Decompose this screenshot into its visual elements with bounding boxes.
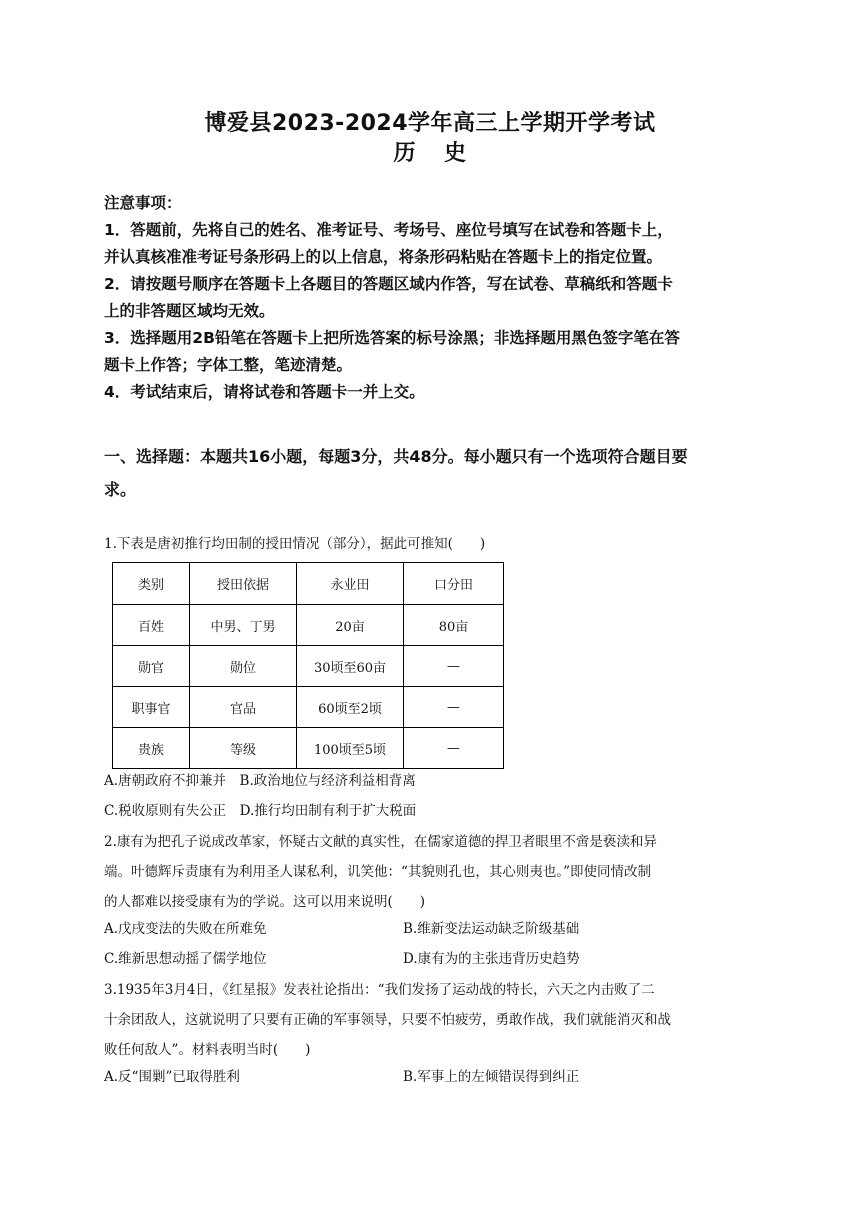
subject-char-2: 史 [444, 141, 467, 166]
table-cell: 20亩 [297, 605, 404, 646]
question-3-line: 3.1935年3月4日，《红星报》发表社论指出：“我们发扬了运动战的特长，六天之内击败了二 [104, 982, 655, 998]
notes-line: 4．考试结束后，请将试卷和答题卡一并上交。 [104, 383, 425, 401]
question-1-stem: 1.下表是唐初推行均田制的授田情况（部分），据此可推知( ) [104, 536, 486, 552]
table-header-row [113, 563, 504, 605]
question-2-option-a: A.戊戌变法的失败在所难免 [104, 921, 267, 937]
subject-title [0, 136, 860, 167]
table-header-cell: 口分田 [404, 563, 504, 605]
notes-line: 2．请按题号顺序在答题卡上各题目的答题区域内作答，写在试卷、草稿纸和答题卡 [104, 275, 673, 293]
question-2-line: 的人都难以接受康有为的学说。这可以用来说明( ) [104, 894, 426, 910]
notes-line: 3．选择题用2B铅笔在答题卡上把所选答案的标号涂黑；非选择题用黑色签字笔在答 [104, 329, 680, 347]
table-cell: 勋位 [190, 646, 297, 687]
question-2-option-b: B.维新变法运动缺乏阶级基础 [403, 921, 580, 937]
table-header-cell: 永业田 [297, 563, 404, 605]
table-cell: 100顷至5顷 [297, 728, 404, 769]
table-header-cell: 授田依据 [190, 563, 297, 605]
table-cell: 等级 [190, 728, 297, 769]
question-1-options-ab: A.唐朝政府不抑兼并 B.政治地位与经济利益相背离 [104, 773, 416, 789]
land-grant-table [112, 562, 504, 769]
question-3-line: 十余团敌人，这就说明了只要有正确的军事领导，只要不怕疲劳，勇敢作战，我们就能消灭和战 [104, 1012, 671, 1028]
subject-char-1: 历 [393, 141, 416, 166]
question-3-option-b: B.军事上的左倾错误得到纠正 [403, 1069, 580, 1085]
question-2-line: 2.康有为把孔子说成改革家，怀疑古文献的真实性，在儒家道德的捍卫者眼里不啻是亵渎和异 [104, 834, 657, 850]
question-2-option-c: C.维新思想动摇了儒学地位 [104, 951, 267, 967]
question-3-line: 败任何敌人”。材料表明当时( ) [104, 1042, 311, 1058]
exam-title: 博爱县2023-2024学年高三上学期开学考试 [204, 111, 656, 136]
table-cell: — [404, 646, 504, 687]
exam-notes [104, 190, 754, 406]
table-row [113, 646, 504, 687]
table-cell: 60顷至2顷 [297, 687, 404, 728]
notes-heading: 注意事项： [104, 194, 182, 212]
question-2-stem [104, 827, 754, 917]
notes-line: 1．答题前，先将自己的姓名、准考证号、考场号、座位号填写在试卷和答题卡上， [104, 221, 673, 239]
question-2-option-d: D.康有为的主张违背历史趋势 [403, 951, 580, 967]
table-cell: 百姓 [113, 605, 190, 646]
section-heading-line: 求。 [104, 480, 137, 499]
table-cell: 职事官 [113, 687, 190, 728]
notes-line: 并认真核准准考证号条形码上的以上信息，将条形码粘贴在答题卡上的指定位置。 [104, 248, 663, 266]
section-heading-line: 一、选择题：本题共16小题，每题3分，共48分。每小题只有一个选项符合题目要 [104, 447, 688, 466]
table-cell: — [404, 728, 504, 769]
table-row [113, 687, 504, 728]
section-heading [104, 440, 754, 506]
table-cell: 中男、丁男 [190, 605, 297, 646]
notes-line: 上的非答题区域均无效。 [104, 302, 275, 320]
table-row [113, 728, 504, 769]
question-1-options-cd: C.税收原则有失公正 D.推行均田制有利于扩大税面 [104, 803, 417, 819]
table-cell: 勋官 [113, 646, 190, 687]
table-row [113, 605, 504, 646]
question-3-option-a: A.反“围剿”已取得胜利 [104, 1069, 240, 1085]
table-cell: 80亩 [404, 605, 504, 646]
table-cell: 贵族 [113, 728, 190, 769]
table-cell: — [404, 687, 504, 728]
table-header-cell: 类别 [113, 563, 190, 605]
question-3-stem [104, 975, 754, 1065]
notes-line: 题卡上作答；字体工整，笔迹清楚。 [104, 356, 353, 374]
table-cell: 官品 [190, 687, 297, 728]
table-cell: 30顷至60亩 [297, 646, 404, 687]
question-2-line: 端。叶德辉斥责康有为利用圣人谋私利，讥笑他：“其貌则孔也，其心则夷也。”即使同情改制 [104, 864, 652, 880]
